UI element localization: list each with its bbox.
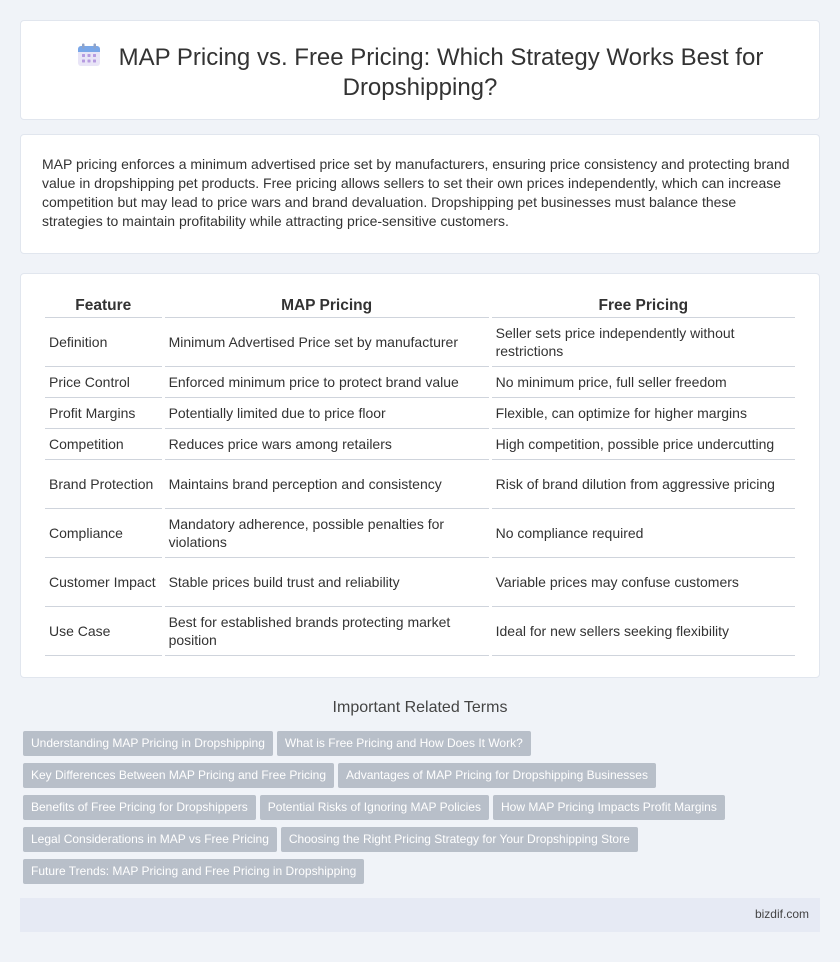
tag-row xyxy=(23,859,803,891)
row-feature: Brand Protection xyxy=(45,460,162,509)
related-term-tag[interactable]: Future Trends: MAP Pricing and Free Pricing in Dropshipping xyxy=(23,859,364,884)
row-free-value: Ideal for new sellers seeking flexibility xyxy=(492,607,795,656)
table-row xyxy=(45,429,795,460)
related-terms-list xyxy=(23,731,803,891)
row-feature: Use Case xyxy=(45,607,162,656)
table-row xyxy=(45,367,795,398)
row-feature: Customer Impact xyxy=(45,558,162,607)
row-free-value: No compliance required xyxy=(492,509,795,558)
row-free-value: Risk of brand dilution from aggressive pricing xyxy=(492,460,795,509)
intro-card xyxy=(20,134,820,254)
comparison-card xyxy=(20,273,820,678)
row-feature: Price Control xyxy=(45,367,162,398)
header-feature: Feature xyxy=(45,296,162,318)
row-map-value: Best for established brands protecting market position xyxy=(165,607,489,656)
table-row xyxy=(45,318,795,367)
related-term-tag[interactable]: Potential Risks of Ignoring MAP Policies xyxy=(260,795,489,820)
row-feature: Competition xyxy=(45,429,162,460)
intro-paragraph: MAP pricing enforces a minimum advertised price set by manufacturers, ensuring price consistency and protecting brand value in dropshipping pet products. Free pricing allows sellers to set their own prices independently, which can increase competition but may lead to price wars and brand devaluation. Dropshipping pet businesses must balance these strategies to maintain profitability while attracting price-sensitive customers. xyxy=(42,156,790,229)
related-term-tag[interactable]: What is Free Pricing and How Does It Work? xyxy=(277,731,531,756)
related-term-tag[interactable]: Legal Considerations in MAP vs Free Pricing xyxy=(23,827,277,852)
tag-row xyxy=(23,731,803,763)
header-card xyxy=(20,20,820,120)
row-feature: Profit Margins xyxy=(45,398,162,429)
row-map-value: Maintains brand perception and consistency xyxy=(165,460,489,509)
related-term-tag[interactable]: Key Differences Between MAP Pricing and Free Pricing xyxy=(23,763,334,788)
row-free-value: Variable prices may confuse customers xyxy=(492,558,795,607)
header-free-pricing: Free Pricing xyxy=(492,296,795,318)
footer xyxy=(20,898,820,932)
comparison-table xyxy=(42,296,798,656)
row-map-value: Potentially limited due to price floor xyxy=(165,398,489,429)
related-terms-title: Important Related Terms xyxy=(332,699,508,716)
related-term-tag[interactable]: Choosing the Right Pricing Strategy for Your Dropshipping Store xyxy=(281,827,638,852)
row-free-value: No minimum price, full seller freedom xyxy=(492,367,795,398)
table-row xyxy=(45,558,795,607)
page-title-text: MAP Pricing vs. Free Pricing: Which Strategy Works Best for Dropshipping? xyxy=(118,44,764,101)
header-map-pricing: MAP Pricing xyxy=(165,296,489,318)
row-free-value: Flexible, can optimize for higher margins xyxy=(492,398,795,429)
row-map-value: Mandatory adherence, possible penalties for violations xyxy=(165,509,489,558)
row-map-value: Stable prices build trust and reliability xyxy=(165,558,489,607)
row-feature: Compliance xyxy=(45,509,162,558)
related-term-tag[interactable]: Benefits of Free Pricing for Dropshippers xyxy=(23,795,256,820)
tag-row xyxy=(23,763,803,795)
table-row xyxy=(45,460,795,509)
tag-row xyxy=(23,795,803,827)
footer-site-link[interactable]: bizdif.com xyxy=(754,907,809,921)
row-free-value: High competition, possible price undercutting xyxy=(492,429,795,460)
table-row xyxy=(45,398,795,429)
calendar-icon xyxy=(77,43,101,67)
row-map-value: Reduces price wars among retailers xyxy=(165,429,489,460)
page-title xyxy=(21,43,819,103)
related-term-tag[interactable]: Understanding MAP Pricing in Dropshipping xyxy=(23,731,273,756)
row-map-value: Enforced minimum price to protect brand value xyxy=(165,367,489,398)
table-row xyxy=(45,509,795,558)
table-row xyxy=(45,607,795,656)
related-term-tag[interactable]: Advantages of MAP Pricing for Dropshipping Businesses xyxy=(338,763,656,788)
row-free-value: Seller sets price independently without restrictions xyxy=(492,318,795,367)
table-header-row xyxy=(45,296,795,318)
row-map-value: Minimum Advertised Price set by manufacturer xyxy=(165,318,489,367)
row-feature: Definition xyxy=(45,318,162,367)
tag-row xyxy=(23,827,803,859)
related-term-tag[interactable]: How MAP Pricing Impacts Profit Margins xyxy=(493,795,725,820)
